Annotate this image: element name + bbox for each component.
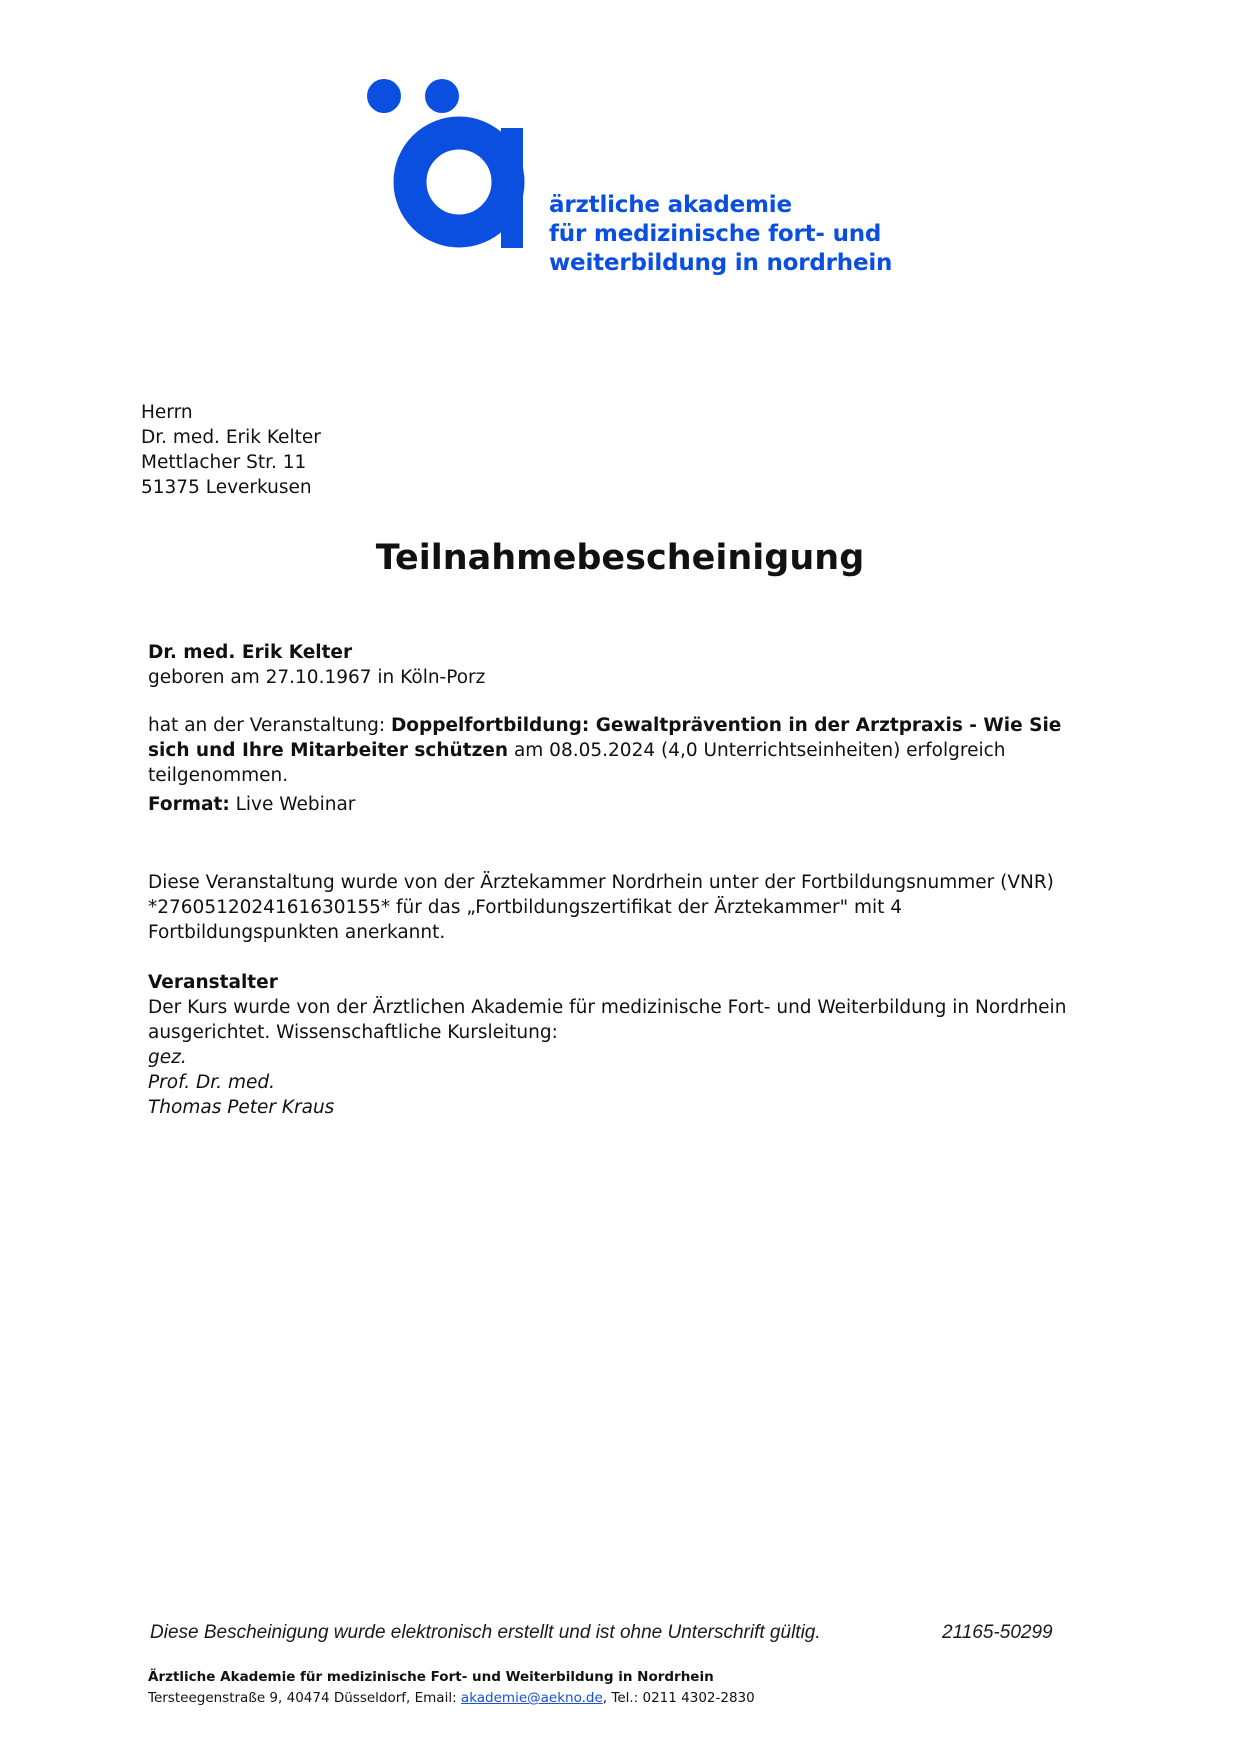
participant-name: Dr. med. Erik Kelter <box>148 642 353 663</box>
certificate-number: 21165-50299 <box>942 1622 1053 1643</box>
address-name: Dr. med. Erik Kelter <box>141 427 321 448</box>
academy-logo <box>365 76 893 286</box>
organizer-block <box>148 970 1068 1120</box>
participant-block <box>148 640 485 690</box>
event-intro: hat an der Veranstaltung: <box>148 715 391 736</box>
document-title: Teilnahmebescheinigung <box>375 538 865 578</box>
address-street: Mettlacher Str. 11 <box>141 452 307 473</box>
format-label: Format: <box>148 794 230 815</box>
event-details: am 08.05.2024 (4,0 Unterrichtseinheiten) erfolgreich teilgenommen. <box>148 740 1006 786</box>
format-value: Live Webinar <box>229 794 356 815</box>
logo-line-1: ärztliche akademie <box>549 192 792 218</box>
validity-note: Diese Bescheinigung wurde elektronisch erstellt und ist ohne Unterschrift gültig. <box>150 1622 821 1643</box>
address-salutation: Herrn <box>141 402 193 423</box>
organizer-name: Thomas Peter Kraus <box>148 1097 335 1118</box>
organizer-signed: gez. <box>148 1047 187 1068</box>
organizer-text: Der Kurs wurde von der Ärztlichen Akademie für medizinische Fort- und Weiterbildung in Nordrhein ausgerichtet. Wissenschaftliche Kursleitung: <box>148 997 1067 1043</box>
format-line <box>148 792 355 817</box>
recipient-address <box>141 400 321 500</box>
participant-born: geboren am 27.10.1967 in Köln-Porz <box>148 667 486 688</box>
event-statement <box>148 713 1068 788</box>
logo-line-3: weiterbildung in nordrhein <box>549 250 893 276</box>
recognition-text: Diese Veranstaltung wurde von der Ärztekammer Nordrhein unter der Fortbildungsnummer (VNR) *2760512024161630155* für das „Fortbildungszertifikat der Ärztekammer" mit 4 Fortbildungspunkten anerkannt. <box>148 872 1054 943</box>
event-name: Doppelfortbildung: Gewaltprävention in der Arztpraxis - Wie Sie sich und Ihre Mitarbeiter schützen <box>148 715 1062 761</box>
logo-line-2: für medizinische fort- und <box>549 221 882 247</box>
address-city: 51375 Leverkusen <box>141 477 312 498</box>
organizer-title: Prof. Dr. med. <box>148 1072 275 1093</box>
footer-address: Tersteegenstraße 9, 40474 Düsseldorf, Email: <box>148 1690 461 1706</box>
a-umlaut-logo-icon <box>365 76 535 286</box>
footer-phone: , Tel.: 0211 4302-2830 <box>602 1690 755 1706</box>
footer-organization: Ärztliche Akademie für medizinische Fort- und Weiterbildung in Nordrhein <box>148 1669 714 1685</box>
footer-contact <box>148 1690 755 1706</box>
organizer-heading: Veranstalter <box>148 972 278 993</box>
footer-email-link[interactable]: akademie@aekno.de <box>460 1690 603 1706</box>
